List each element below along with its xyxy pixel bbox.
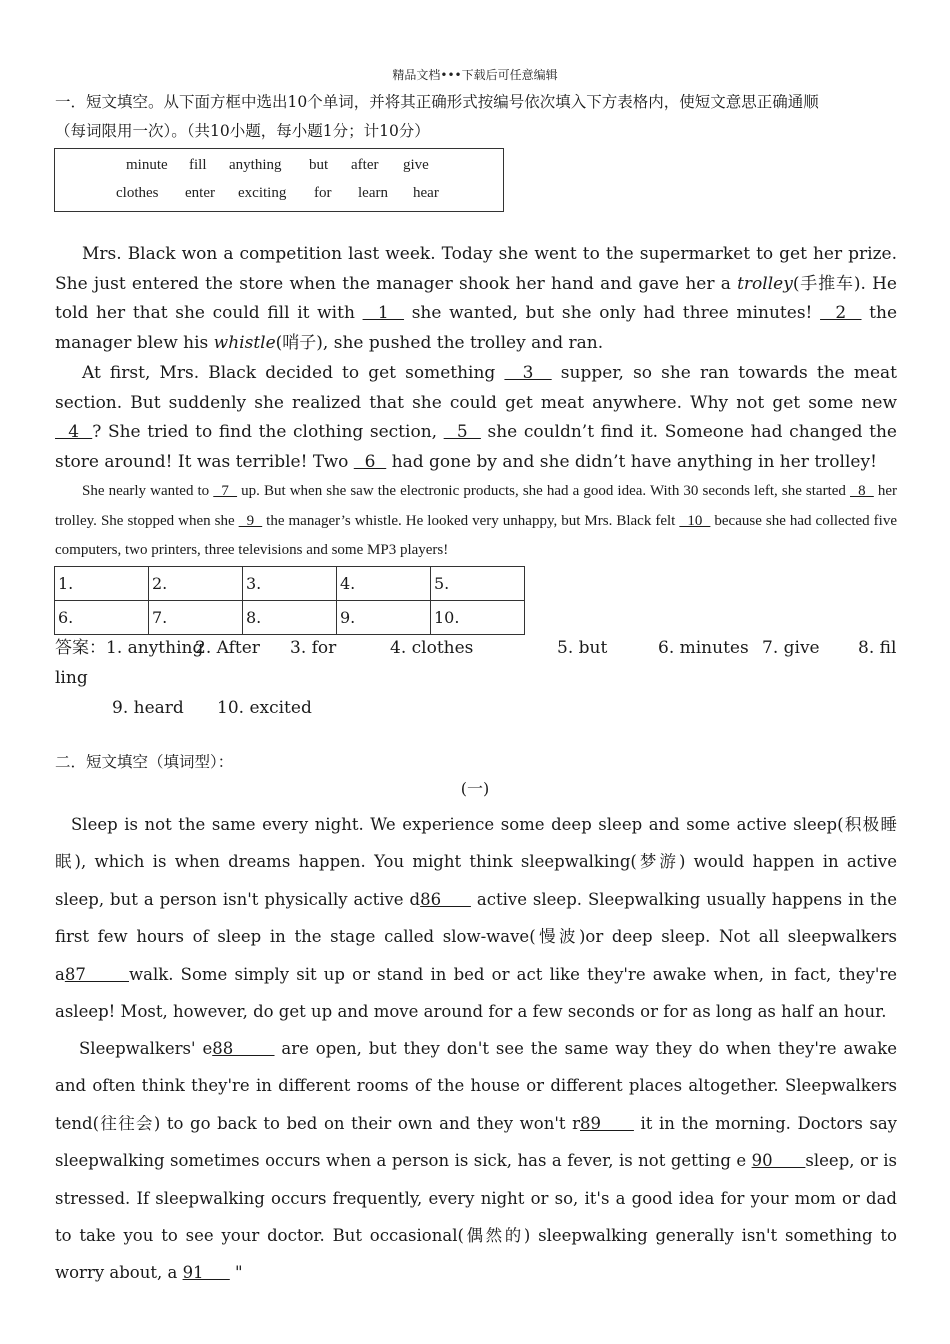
word-box (54, 148, 504, 212)
blank-1[interactable]: 1 (362, 303, 405, 324)
blank-89[interactable]: 89 (580, 1113, 634, 1133)
blank-2[interactable]: 2 (820, 303, 862, 324)
answer-table-row (55, 601, 525, 635)
word-box-row-1 (55, 151, 503, 179)
section2-title: 二．短文填空（填词型）： (55, 753, 234, 771)
answer-key-3: 3. for (290, 638, 337, 658)
word-option: fill (189, 157, 207, 173)
blank-6[interactable]: 6 (353, 451, 387, 472)
word-option: but (309, 157, 329, 173)
trolley-word: trolley (737, 273, 793, 294)
word-box-row-2 (55, 179, 503, 207)
answer-cell-7[interactable]: 7. (149, 601, 243, 635)
word-option: minute (126, 157, 168, 173)
blank-88[interactable]: 88 (212, 1039, 275, 1058)
answer-cell-2[interactable]: 2. (149, 567, 243, 601)
answer-table-row (55, 567, 525, 601)
answer-key-8: 8. fil (858, 638, 897, 658)
answer-cell-3[interactable]: 3. (243, 567, 337, 601)
blank-3[interactable]: 3 (504, 363, 552, 383)
blank-87[interactable]: 87 (64, 964, 129, 984)
word-option: learn (358, 185, 388, 201)
word-option: anything (229, 157, 282, 173)
answer-cell-1[interactable]: 1. (55, 567, 149, 601)
passage1-paragraph-3: She nearly wanted to 7 up. But when she saw the electronic products, she had a good idea. With 30 seconds left, she started 8 her trolley. She stopped when she 9 the manager’s whistle. He looked very unhappy, but Mrs. Black felt 10 because she had collected five computers, two printers, three televisions and some MP3 players! (55, 483, 898, 559)
answer-table (54, 566, 525, 635)
word-option: after (351, 157, 379, 173)
blank-86[interactable]: 86 (420, 889, 471, 909)
blank-7[interactable]: 7 (213, 483, 238, 499)
blank-90[interactable]: 90 (751, 1151, 806, 1171)
answer-cell-10[interactable]: 10. (431, 601, 525, 635)
passage1-paragraph-1: Mrs. Black won a competition last week. Today she went to the supermarket to get her prize. She just entered the store when the manager shook her hand and gave her a trolley(手推车). He told her that she could fill it with 1 she wanted, but she only had three minutes! 2 the manager blew his whistle(哨子), she pushed the trolley and ran. (55, 244, 898, 353)
word-option: clothes (116, 185, 159, 201)
word-option: hear (413, 185, 439, 201)
section1-title-line2: （每词限用一次）。（共10小题，每小题1分；计10分） (55, 122, 430, 140)
answer-key-8-cont: ling (55, 668, 88, 688)
word-option: give (403, 157, 429, 173)
answer-cell-4[interactable]: 4. (337, 567, 431, 601)
answer-key-4: 4. clothes (390, 638, 474, 658)
answer-key-5: 5. but (557, 638, 608, 658)
word-option: enter (185, 185, 215, 201)
blank-91[interactable]: 91 (182, 1263, 230, 1283)
answer-cell-8[interactable]: 8. (243, 601, 337, 635)
passage2-paragraph-1: Sleep is not the same every night. We experience some deep sleep and some active sleep(积极睡眠), which is when dreams happen. You might think sleepwalking(梦游) would happen in active sleep, but a person isn't physically active d86 active sleep. Sleepwalking usually happens in the first few hours of sleep in the stage called slow-wave(慢波)or deep sleep. Not all sleepwalkers a87 walk. Some simply sit up or stand in bed or act like they're awake when, in fact, they're asleep! Most, however, do get up and move around for a few seconds or for as long as half an hour. (55, 815, 898, 1022)
blank-8[interactable]: 8 (850, 483, 874, 499)
answer-key-2: 2. After (195, 638, 260, 658)
blank-5[interactable]: 5 (443, 422, 481, 443)
word-option: exciting (238, 185, 287, 201)
section1-title (55, 88, 819, 146)
section2-subtitle: (一) (460, 779, 490, 798)
passage2-paragraph-2: Sleepwalkers' e88 are open, but they don't see the same way they do when they're awake and often think they're in different rooms of the house or different places altogether. Sleepwalkers tend(往往会) to go back to bed on their own and they won't r89 it in the morning. Doctors say sleepwalking sometimes occurs when a person is sick, has a fever, is not getting e 90 sleep, or is stressed. If sleepwalking occurs frequently, every night or so, it's a good idea for your mom or dad to take you to see your doctor. But occasional(偶然的) sleepwalking generally isn't something to worry about, a 91 " (55, 1039, 898, 1283)
answer-cell-9[interactable]: 9. (337, 601, 431, 635)
answer-key-9: 9. heard (112, 698, 184, 718)
blank-4[interactable]: 4 (55, 422, 93, 443)
section1-title-line1: 一．短文填空。从下面方框中选出10个单词，并将其正确形式按编号依次填入下方表格内，使短文意思正确通顺 (55, 93, 819, 111)
blank-9[interactable]: 9 (238, 512, 263, 529)
whistle-word: whistle (213, 332, 276, 353)
passage1-paragraph-2: At first, Mrs. Black decided to get something 3 supper, so she ran towards the meat section. But suddenly she realized that she could get meat anywhere. Why not get some new 4 ? She tried to find the clothing section, 5 she couldn’t find it. Someone had changed the store around! It was terrible! Two 6 had gone by and she didn’t have anything in her trolley! (55, 363, 897, 472)
answer-key-7: 7. give (762, 638, 820, 658)
answer-key-1: 答案：1. anything (55, 638, 204, 658)
word-option: for (314, 185, 332, 201)
watermark: 精品文档•••下载后可任意编辑 (392, 68, 558, 82)
answer-key-10: 10. excited (217, 698, 312, 718)
blank-10[interactable]: 10 (679, 512, 711, 529)
answer-key-6: 6. minutes (658, 638, 749, 658)
answer-cell-5[interactable]: 5. (431, 567, 525, 601)
answer-cell-6[interactable]: 6. (55, 601, 149, 635)
